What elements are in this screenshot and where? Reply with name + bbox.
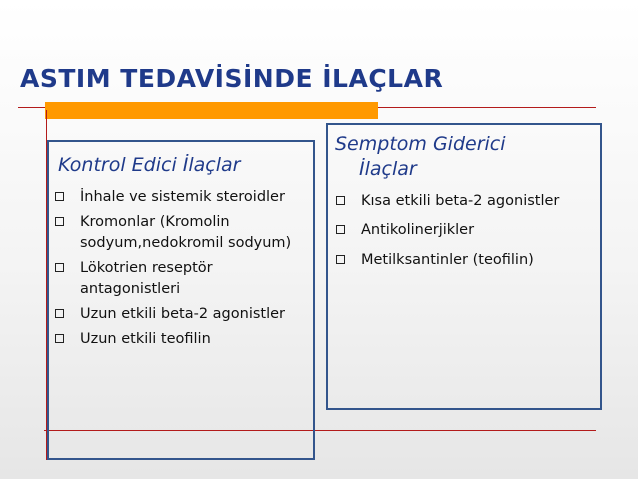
list-item [330, 250, 598, 271]
right-panel-heading [335, 132, 506, 182]
list-item [330, 191, 598, 212]
square-bullet-icon [55, 217, 64, 226]
list-item [49, 258, 311, 300]
list-item [49, 212, 311, 254]
list-item [49, 187, 311, 208]
list-item [49, 304, 311, 325]
square-bullet-icon [336, 225, 345, 234]
list-item-label: Kromonlar (Kromolin sodyum,nedokromil sodyum) [80, 214, 292, 251]
square-bullet-icon [55, 192, 64, 201]
list-item-label: Uzun etkili teofilin [80, 331, 211, 347]
right-panel-heading-line2: İlaçlar [359, 158, 417, 180]
right-panel-heading-line1: Semptom Giderici [335, 133, 506, 155]
left-panel-list [49, 187, 311, 350]
list-item-label: Uzun etkili beta-2 agonistler [80, 306, 286, 322]
left-panel-heading: Kontrol Edici İlaçlar [58, 154, 241, 176]
square-bullet-icon [55, 263, 64, 272]
right-panel-list [330, 191, 598, 271]
list-item-label: Lökotrien reseptör antagonistleri [80, 260, 213, 297]
list-item [49, 329, 311, 350]
page-title: ASTIM TEDAVİSİNDE İLAÇLAR [20, 64, 444, 93]
list-item-label: Antikolinerjikler [361, 222, 475, 238]
accent-bar [45, 102, 378, 119]
right-panel [326, 123, 602, 410]
square-bullet-icon [336, 255, 345, 264]
list-item-label: İnhale ve sistemik steroidler [80, 189, 285, 205]
square-bullet-icon [55, 334, 64, 343]
list-item-label: Kısa etkili beta-2 agonistler [361, 193, 560, 209]
left-panel [47, 140, 315, 460]
list-item [330, 220, 598, 241]
square-bullet-icon [336, 196, 345, 205]
square-bullet-icon [55, 309, 64, 318]
list-item-label: Metilksantinler (teofilin) [361, 252, 534, 268]
